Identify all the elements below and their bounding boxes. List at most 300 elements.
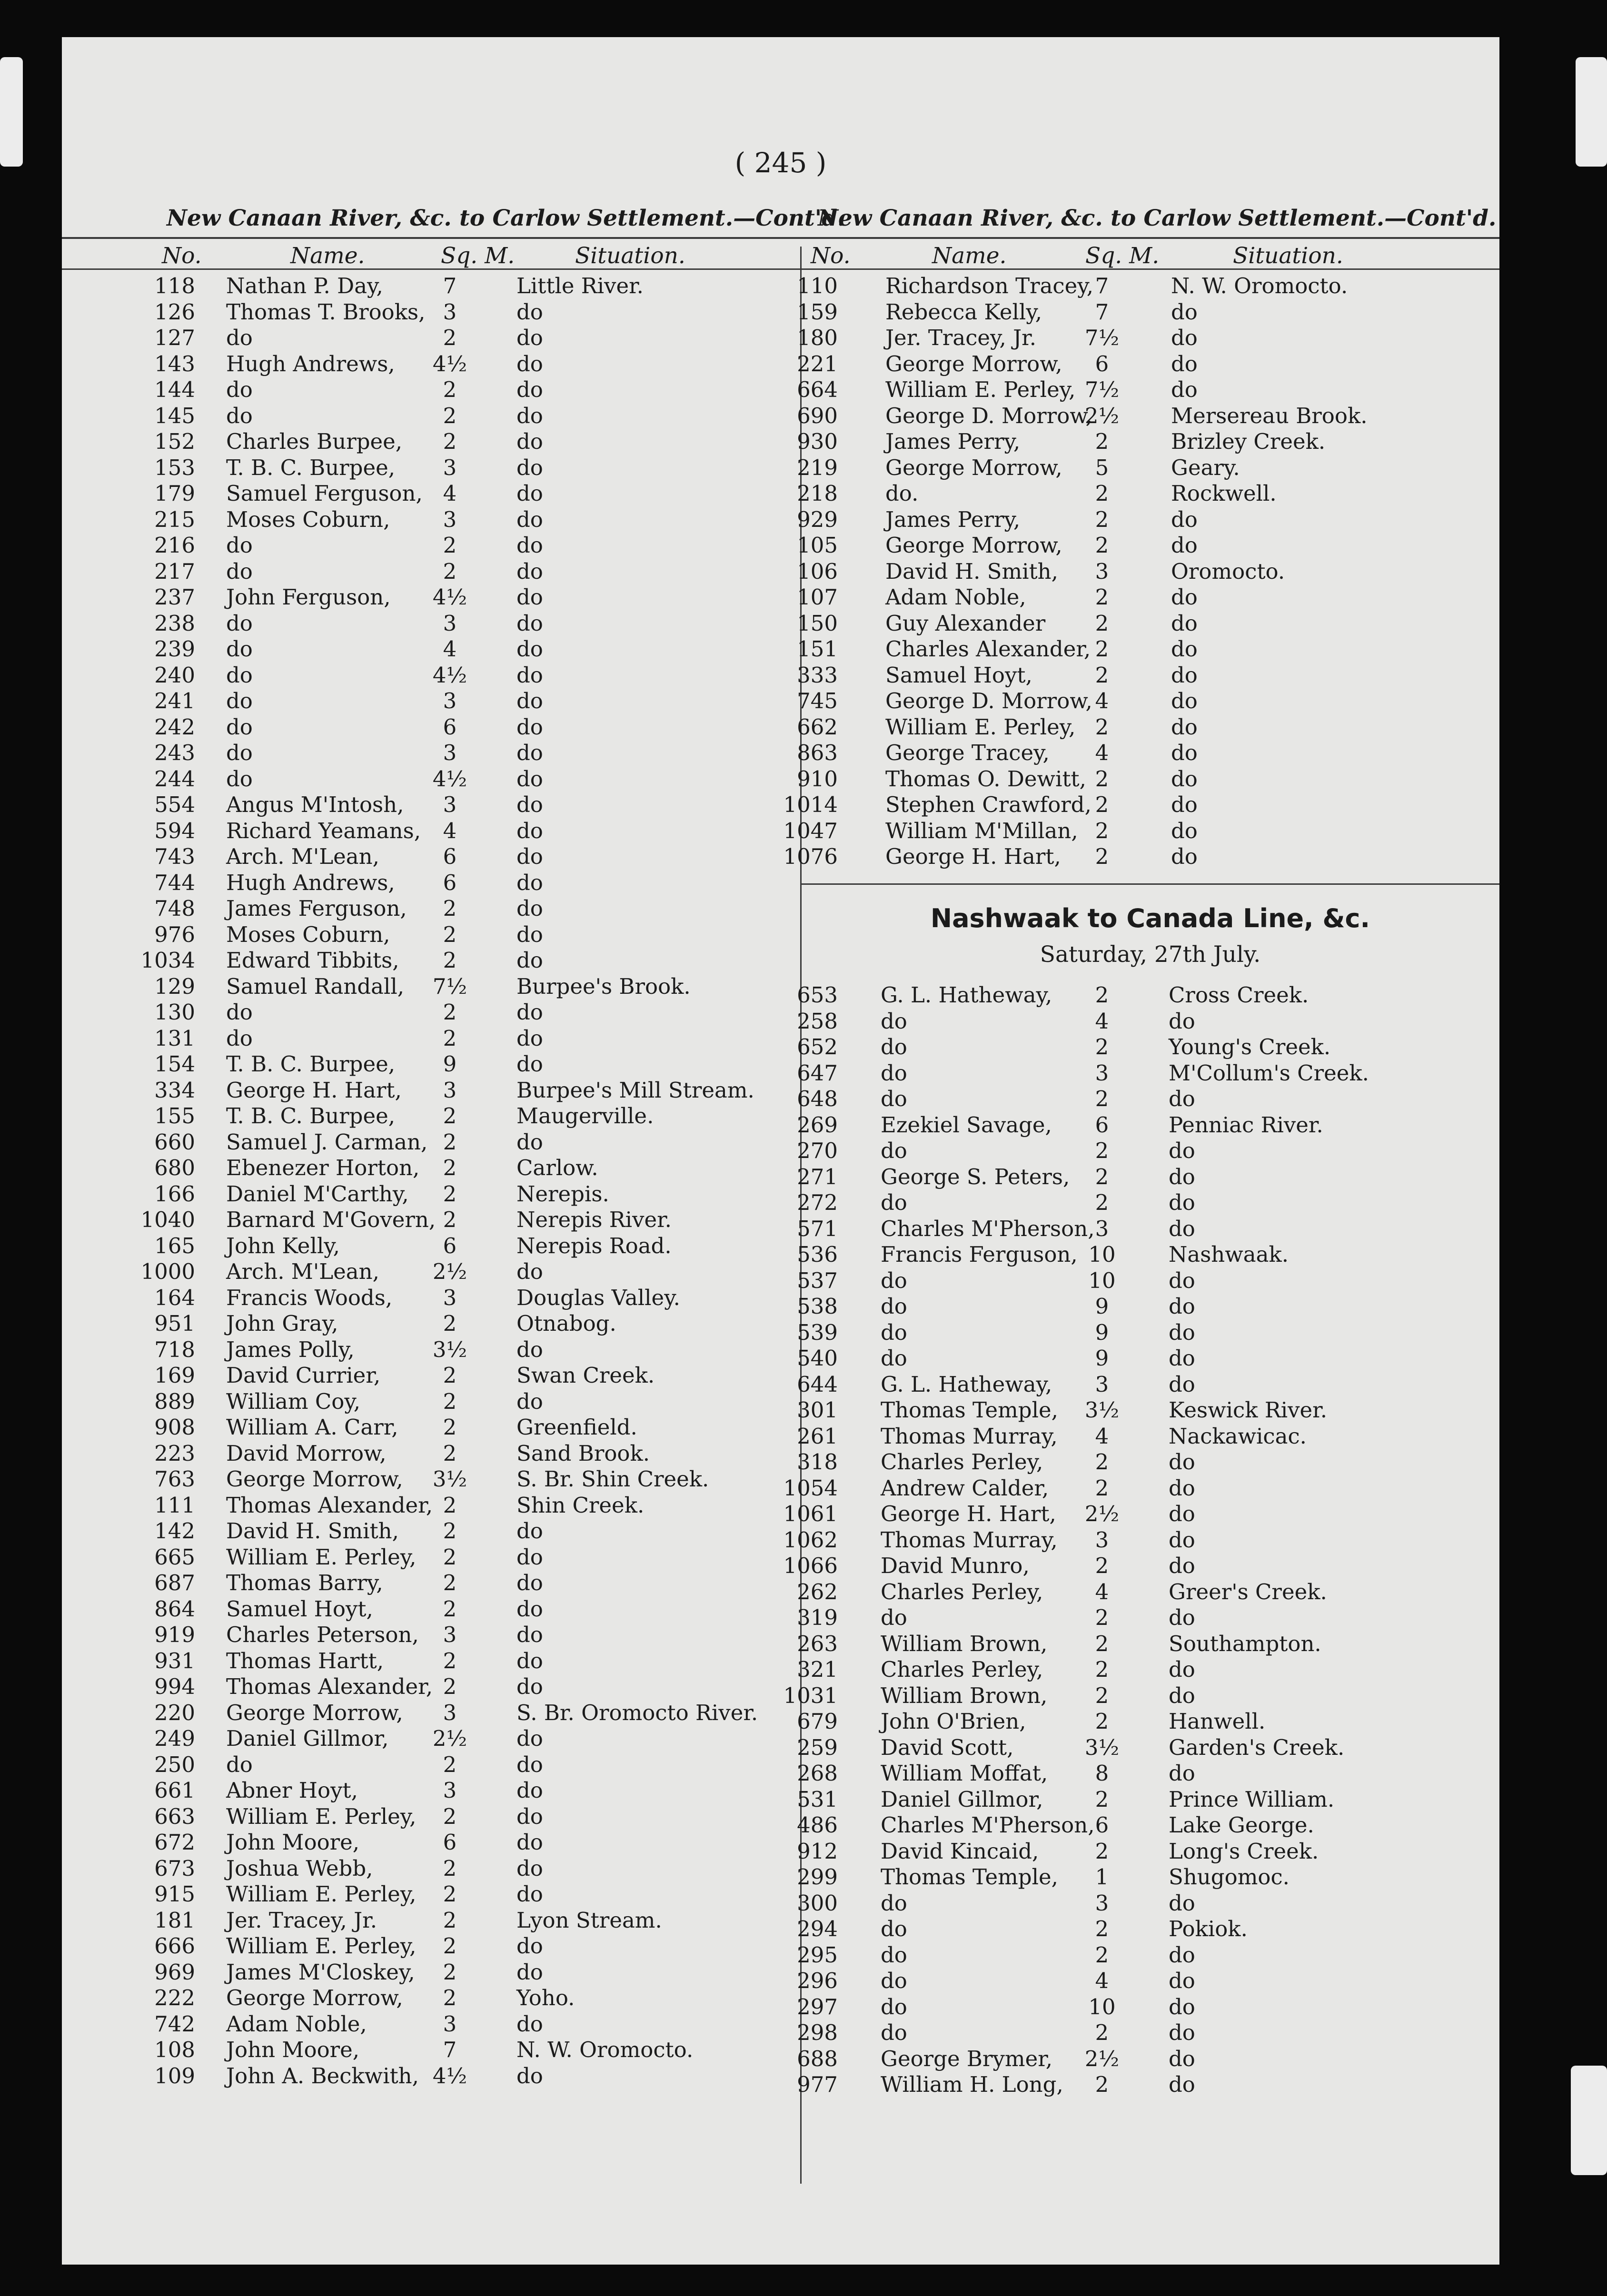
entry-square-miles: 2 — [443, 1674, 457, 1699]
entry-number: 250 — [154, 1752, 195, 1777]
entry-square-miles: 3½ — [432, 1466, 467, 1492]
entry-name: Arch. M'Lean, — [226, 844, 379, 869]
entry-square-miles: 2 — [1095, 533, 1109, 558]
entry-situation: do — [516, 1388, 543, 1414]
entry-name: do — [881, 1916, 907, 1941]
entry-number: 118 — [154, 273, 195, 298]
section-rule — [801, 883, 1499, 885]
entry-name: Hugh Andrews, — [226, 351, 395, 376]
entry-square-miles: 2 — [1095, 818, 1109, 843]
entry-name: Francis Ferguson, — [881, 1242, 1078, 1267]
entry-name: William E. Perley, — [885, 714, 1076, 740]
entry-name: do — [226, 740, 253, 765]
entry-situation: do — [516, 1803, 543, 1829]
entry-number: 976 — [154, 921, 195, 947]
entry-number: 679 — [797, 1709, 838, 1734]
entry-square-miles: 2 — [443, 1855, 457, 1881]
entry-name: James Ferguson, — [226, 896, 407, 921]
entry-square-miles: 3 — [443, 610, 457, 636]
entry-number: 110 — [797, 273, 838, 298]
entry-square-miles: 2 — [1095, 2072, 1109, 2097]
entry-name: James Perry, — [885, 429, 1021, 454]
entry-situation: Shin Creek. — [516, 1492, 645, 1518]
entry-number: 300 — [797, 1890, 838, 1916]
entry-square-miles: 4½ — [432, 2063, 467, 2088]
entry-number: 1076 — [783, 844, 838, 869]
entry-square-miles: 2 — [443, 1518, 457, 1544]
entry-name: William M'Millan, — [885, 818, 1078, 843]
entry-situation: do — [1169, 1942, 1195, 1968]
entry-name: do — [881, 1346, 907, 1371]
entry-square-miles: 6 — [1095, 351, 1109, 376]
entry-square-miles: 6 — [443, 1830, 457, 1855]
entry-situation: Greer's Creek. — [1169, 1579, 1327, 1604]
entry-number: 648 — [797, 1086, 838, 1111]
entry-number: 262 — [797, 1579, 838, 1604]
entry-square-miles: 3½ — [432, 1336, 467, 1362]
entry-name: George Morrow, — [885, 455, 1062, 480]
entry-number: 1014 — [783, 792, 838, 817]
entry-name: Thomas Temple, — [881, 1397, 1058, 1423]
entry-name: John Moore, — [226, 2037, 360, 2062]
entry-situation: do — [1171, 688, 1198, 713]
entry-square-miles: 2 — [443, 1155, 457, 1180]
entry-square-miles: 7½ — [432, 973, 467, 999]
entry-name: do — [226, 1752, 253, 1777]
entry-name: Samuel Hoyt, — [226, 1596, 373, 1622]
entry-number: 1040 — [140, 1207, 195, 1232]
entry-situation: do — [516, 870, 543, 895]
entry-number: 536 — [797, 1242, 838, 1267]
entry-square-miles: 2 — [443, 948, 457, 973]
entry-name: William E. Perley, — [885, 377, 1076, 402]
entry-situation: do — [516, 1622, 543, 1647]
entry-name: John O'Brien, — [881, 1709, 1026, 1734]
entry-square-miles: 2 — [1095, 1631, 1109, 1656]
entry-number: 318 — [797, 1449, 838, 1475]
entry-number: 164 — [154, 1285, 195, 1310]
entry-name: do — [881, 1060, 907, 1086]
entry-square-miles: 3 — [443, 1778, 457, 1803]
entry-number: 181 — [154, 1907, 195, 1933]
entry-situation: do — [516, 896, 543, 921]
entry-square-miles: 3 — [1095, 1371, 1109, 1397]
entry-square-miles: 2 — [1095, 1838, 1109, 1864]
entry-name: do — [881, 1994, 907, 2019]
entry-name: George D. Morrow, — [885, 688, 1092, 713]
entry-number: 929 — [797, 506, 838, 532]
entry-name: George Morrow, — [226, 1700, 403, 1725]
entry-square-miles: 9 — [1095, 1294, 1109, 1319]
entry-number: 298 — [797, 2020, 838, 2045]
entry-situation: do — [1169, 1371, 1195, 1397]
entry-number: 531 — [797, 1786, 838, 1812]
entry-name: Adam Noble, — [226, 2011, 367, 2037]
entry-square-miles: 2 — [443, 1440, 457, 1466]
entry-number: 299 — [797, 1864, 838, 1890]
entry-square-miles: 2 — [1095, 506, 1109, 532]
entry-situation: Garden's Creek. — [1169, 1734, 1345, 1760]
entry-square-miles: 2 — [443, 1311, 457, 1336]
entry-square-miles: 6 — [443, 870, 457, 895]
entry-situation: do — [1169, 1968, 1195, 1993]
entry-square-miles: 6 — [443, 1233, 457, 1258]
left-column-title: New Canaan River, &c. to Carlow Settlement.—Cont'd. — [167, 205, 845, 231]
entry-square-miles: 7 — [443, 273, 457, 298]
entry-number: 219 — [797, 455, 838, 480]
entry-square-miles: 4 — [443, 636, 457, 662]
entry-number: 554 — [154, 792, 195, 817]
entry-square-miles: 2 — [443, 1985, 457, 2010]
scan-tab-bottom-right — [1571, 2066, 1607, 2175]
entry-situation: do — [1169, 1605, 1195, 1630]
entry-number: 238 — [154, 610, 195, 636]
entry-name: David Currier, — [226, 1363, 381, 1388]
entry-square-miles: 3 — [443, 2011, 457, 2037]
right-column-title: New Canaan River, &c. to Carlow Settlement.—Cont'd. — [818, 205, 1497, 231]
scan-tab-top-right — [1576, 57, 1607, 167]
entry-square-miles: 2 — [1095, 1086, 1109, 1111]
entry-number: 127 — [154, 325, 195, 350]
entry-situation: S. Br. Shin Creek. — [516, 1466, 709, 1492]
entry-square-miles: 2 — [443, 558, 457, 584]
entry-number: 539 — [797, 1319, 838, 1345]
entry-situation: do — [1169, 1501, 1195, 1526]
entry-situation: do — [516, 558, 543, 584]
entry-square-miles: 2 — [1095, 1786, 1109, 1812]
entry-number: 690 — [797, 403, 838, 428]
entry-number: 908 — [154, 1415, 195, 1440]
entry-number: 864 — [154, 1596, 195, 1622]
entry-square-miles: 7½ — [1084, 377, 1120, 402]
entry-situation: Nerepis. — [516, 1181, 609, 1207]
entry-number: 222 — [154, 1985, 195, 2010]
entry-name: Angus M'Intosh, — [226, 792, 404, 817]
entry-number: 594 — [154, 818, 195, 843]
entry-situation: do — [516, 792, 543, 817]
entry-number: 977 — [797, 2072, 838, 2097]
entry-number: 321 — [797, 1657, 838, 1682]
entry-square-miles: 2 — [1095, 1553, 1109, 1578]
entry-square-miles: 2 — [443, 377, 457, 402]
right-header-no: No. — [811, 243, 851, 269]
entry-square-miles: 2 — [1095, 2020, 1109, 2045]
entry-situation: Sand Brook. — [516, 1440, 650, 1466]
entry-situation: do — [1169, 1553, 1195, 1578]
entry-name: do — [881, 1294, 907, 1319]
entry-situation: do — [516, 1518, 543, 1544]
entry-situation: do — [1169, 1164, 1195, 1189]
entry-number: 240 — [154, 662, 195, 688]
entry-name: Charles Perley, — [881, 1579, 1043, 1604]
entry-name: do — [226, 766, 253, 792]
entry-square-miles: 2 — [443, 533, 457, 558]
entry-number: 243 — [154, 740, 195, 765]
entry-name: Thomas Alexander, — [226, 1492, 433, 1518]
entry-square-miles: 2 — [1095, 584, 1109, 610]
entry-name: William E. Perley, — [226, 1881, 417, 1907]
entry-number: 742 — [154, 2011, 195, 2037]
entry-name: Nathan P. Day, — [226, 273, 383, 298]
entry-name: do — [226, 325, 253, 350]
entry-number: 1066 — [783, 1553, 838, 1578]
entry-number: 743 — [154, 844, 195, 869]
entry-situation: do — [1169, 2046, 1195, 2071]
entry-name: Arch. M'Lean, — [226, 1259, 379, 1284]
entry-situation: do — [1171, 636, 1198, 662]
entry-situation: do — [516, 1336, 543, 1362]
entry-square-miles: 2 — [1095, 1190, 1109, 1215]
entry-situation: Maugerville. — [516, 1103, 654, 1128]
entry-square-miles: 2 — [1095, 1475, 1109, 1501]
entry-number: 1000 — [140, 1259, 195, 1284]
entry-number: 745 — [797, 688, 838, 713]
entry-situation: Nerepis Road. — [516, 1233, 672, 1258]
entry-situation: do — [516, 455, 543, 480]
entry-number: 143 — [154, 351, 195, 376]
entry-number: 1061 — [783, 1501, 838, 1526]
entry-square-miles: 3 — [443, 1622, 457, 1647]
entry-number: 912 — [797, 1838, 838, 1864]
entry-situation: do — [1169, 1449, 1195, 1475]
entry-name: do — [226, 636, 253, 662]
entry-name: do — [881, 1008, 907, 1034]
entry-number: 297 — [797, 1994, 838, 2019]
entry-situation: do — [1171, 506, 1198, 532]
entry-number: 540 — [797, 1346, 838, 1371]
entry-name: do — [226, 1000, 253, 1025]
entry-situation: do — [516, 481, 543, 506]
entry-situation: do — [516, 636, 543, 662]
entry-situation: do — [516, 1259, 543, 1284]
entry-number: 179 — [154, 481, 195, 506]
entry-situation: Mersereau Brook. — [1171, 403, 1368, 428]
entry-situation: Rockwell. — [1171, 481, 1277, 506]
entry-situation: do — [1171, 844, 1198, 869]
entry-square-miles: 7 — [1095, 273, 1109, 298]
entry-situation: Nackawicac. — [1169, 1423, 1307, 1449]
entry-name: James M'Closkey, — [226, 1959, 415, 1985]
entry-name: Adam Noble, — [885, 584, 1026, 610]
entry-name: William E. Perley, — [226, 1933, 417, 1959]
entry-situation: do — [516, 351, 543, 376]
entry-situation: do — [1171, 610, 1198, 636]
entry-situation: do — [1169, 2072, 1195, 2097]
entry-situation: do — [1169, 1994, 1195, 2019]
entry-square-miles: 2 — [443, 896, 457, 921]
entry-number: 666 — [154, 1933, 195, 1959]
entry-square-miles: 2 — [443, 325, 457, 350]
entry-square-miles: 2 — [443, 1570, 457, 1595]
entry-number: 672 — [154, 1830, 195, 1855]
entry-situation: do — [1169, 1527, 1195, 1553]
entry-name: William Moffat, — [881, 1761, 1048, 1786]
entry-square-miles: 3 — [443, 1700, 457, 1725]
entry-square-miles: 3 — [443, 299, 457, 325]
entry-name: John A. Beckwith, — [226, 2063, 419, 2088]
entry-name: James Perry, — [885, 506, 1021, 532]
entry-name: Samuel Randall, — [226, 973, 405, 999]
entry-square-miles: 2 — [443, 1415, 457, 1440]
entry-number: 994 — [154, 1674, 195, 1699]
entry-square-miles: 2 — [1095, 1709, 1109, 1734]
entry-situation: Southampton. — [1169, 1631, 1321, 1656]
section-subtitle: Saturday, 27th July. — [1040, 941, 1261, 968]
entry-number: 718 — [154, 1336, 195, 1362]
left-header-name: Name. — [290, 243, 365, 269]
entry-situation: do — [516, 766, 543, 792]
entry-situation: do — [516, 714, 543, 740]
entry-square-miles: 7 — [443, 2037, 457, 2062]
entry-situation: do — [1171, 325, 1198, 350]
entry-situation: Burpee's Mill Stream. — [516, 1077, 754, 1103]
entry-name: Thomas O. Dewitt, — [885, 766, 1086, 792]
entry-number: 218 — [797, 481, 838, 506]
entry-situation: Oromocto. — [1171, 558, 1285, 584]
entry-square-miles: 2 — [443, 1544, 457, 1570]
entry-situation: Prince William. — [1169, 1786, 1335, 1812]
entry-situation: do — [1169, 1267, 1195, 1293]
entry-name: Rebecca Kelly, — [885, 299, 1042, 325]
entry-number: 150 — [797, 610, 838, 636]
entry-situation: do — [516, 2063, 543, 2088]
entry-square-miles: 3 — [443, 506, 457, 532]
entry-name: do — [226, 403, 253, 428]
entry-number: 271 — [797, 1164, 838, 1189]
entry-name: William Brown, — [881, 1682, 1048, 1708]
left-header-sq: Sq. M. — [441, 243, 515, 269]
entry-situation: do — [516, 1855, 543, 1881]
scan-tab-top-left — [0, 57, 23, 167]
entry-number: 1047 — [783, 818, 838, 843]
entry-square-miles: 10 — [1088, 1267, 1116, 1293]
entry-situation: Hanwell. — [1169, 1709, 1266, 1734]
entry-situation: do — [1171, 740, 1198, 765]
entry-number: 106 — [797, 558, 838, 584]
entry-square-miles: 3 — [1095, 1527, 1109, 1553]
entry-square-miles: 2 — [1095, 1449, 1109, 1475]
entry-square-miles: 3 — [1095, 1890, 1109, 1916]
entry-situation: do — [516, 1752, 543, 1777]
entry-square-miles: 6 — [443, 714, 457, 740]
entry-situation: do — [1169, 1475, 1195, 1501]
entry-situation: N. W. Oromocto. — [1171, 273, 1348, 298]
entry-name: do — [226, 533, 253, 558]
entry-number: 296 — [797, 1968, 838, 1993]
entry-square-miles: 2 — [443, 1000, 457, 1025]
entry-square-miles: 4 — [443, 818, 457, 843]
entry-number: 268 — [797, 1761, 838, 1786]
entry-situation: do — [516, 1596, 543, 1622]
entry-situation: Little River. — [516, 273, 644, 298]
entry-name: do — [881, 1968, 907, 1993]
entry-square-miles: 2½ — [432, 1726, 467, 1751]
entry-square-miles: 2 — [443, 1648, 457, 1673]
entry-number: 1031 — [783, 1682, 838, 1708]
entry-name: Thomas Temple, — [881, 1864, 1058, 1890]
entry-number: 269 — [797, 1112, 838, 1138]
entry-number: 1062 — [783, 1527, 838, 1553]
entry-number: 142 — [154, 1518, 195, 1544]
entry-square-miles: 2½ — [1084, 403, 1120, 428]
entry-name: Daniel Gillmor, — [881, 1786, 1043, 1812]
entry-number: 154 — [154, 1051, 195, 1077]
entry-name: do — [881, 1267, 907, 1293]
entry-number: 126 — [154, 299, 195, 325]
entry-name: do — [226, 688, 253, 713]
entry-name: do — [881, 1034, 907, 1059]
entry-square-miles: 3 — [443, 1077, 457, 1103]
entry-number: 249 — [154, 1726, 195, 1751]
entry-name: Thomas Murray, — [881, 1527, 1058, 1553]
entry-situation: do — [516, 921, 543, 947]
entry-situation: Keswick River. — [1169, 1397, 1328, 1423]
entry-name: Francis Woods, — [226, 1285, 393, 1310]
entry-number: 153 — [154, 455, 195, 480]
entry-name: Ezekiel Savage, — [881, 1112, 1052, 1138]
entry-number: 180 — [797, 325, 838, 350]
entry-square-miles: 2 — [1095, 844, 1109, 869]
entry-situation: do — [1171, 662, 1198, 688]
entry-situation: do — [516, 1778, 543, 1803]
entry-name: David H. Smith, — [885, 558, 1058, 584]
entry-situation: M'Collum's Creek. — [1169, 1060, 1369, 1086]
entry-square-miles: 2½ — [432, 1259, 467, 1284]
entry-number: 105 — [797, 533, 838, 558]
entry-situation: do — [1169, 1682, 1195, 1708]
entry-name: Samuel Ferguson, — [226, 481, 423, 506]
entry-square-miles: 3 — [443, 688, 457, 713]
entry-square-miles: 4 — [443, 481, 457, 506]
entry-number: 259 — [797, 1734, 838, 1760]
entry-situation: do — [516, 1051, 543, 1077]
entry-situation: do — [1169, 1086, 1195, 1111]
entry-situation: do — [516, 1933, 543, 1959]
entry-name: Daniel Gillmor, — [226, 1726, 389, 1751]
entry-number: 130 — [154, 1000, 195, 1025]
right-header-situation: Situation. — [1233, 243, 1343, 269]
entry-square-miles: 2 — [1095, 1034, 1109, 1059]
entry-square-miles: 2 — [443, 1129, 457, 1155]
entry-name: Moses Coburn, — [226, 921, 390, 947]
entry-number: 107 — [797, 584, 838, 610]
left-header-situation: Situation. — [575, 243, 685, 269]
entry-square-miles: 2 — [443, 1181, 457, 1207]
entry-name: David H. Smith, — [226, 1518, 399, 1544]
entry-number: 665 — [154, 1544, 195, 1570]
entry-number: 109 — [154, 2063, 195, 2088]
entry-number: 319 — [797, 1605, 838, 1630]
entry-situation: Nerepis River. — [516, 1207, 672, 1232]
entry-situation: Swan Creek. — [516, 1363, 655, 1388]
entry-name: Hugh Andrews, — [226, 870, 395, 895]
page-number: ( 245 ) — [734, 147, 827, 179]
entry-square-miles: 2 — [1095, 1138, 1109, 1163]
entry-name: do — [881, 2020, 907, 2045]
entry-square-miles: 3½ — [1084, 1397, 1120, 1423]
entry-number: 215 — [154, 506, 195, 532]
entry-number: 241 — [154, 688, 195, 713]
entry-situation: do — [1169, 1008, 1195, 1034]
entry-square-miles: 3 — [443, 1285, 457, 1310]
entry-name: do — [881, 1319, 907, 1345]
entry-square-miles: 3 — [443, 740, 457, 765]
entry-name: Thomas Alexander, — [226, 1674, 433, 1699]
document-page — [62, 37, 1499, 2265]
entry-square-miles: 4 — [1095, 1579, 1109, 1604]
entry-name: do — [226, 558, 253, 584]
entry-number: 486 — [797, 1812, 838, 1838]
